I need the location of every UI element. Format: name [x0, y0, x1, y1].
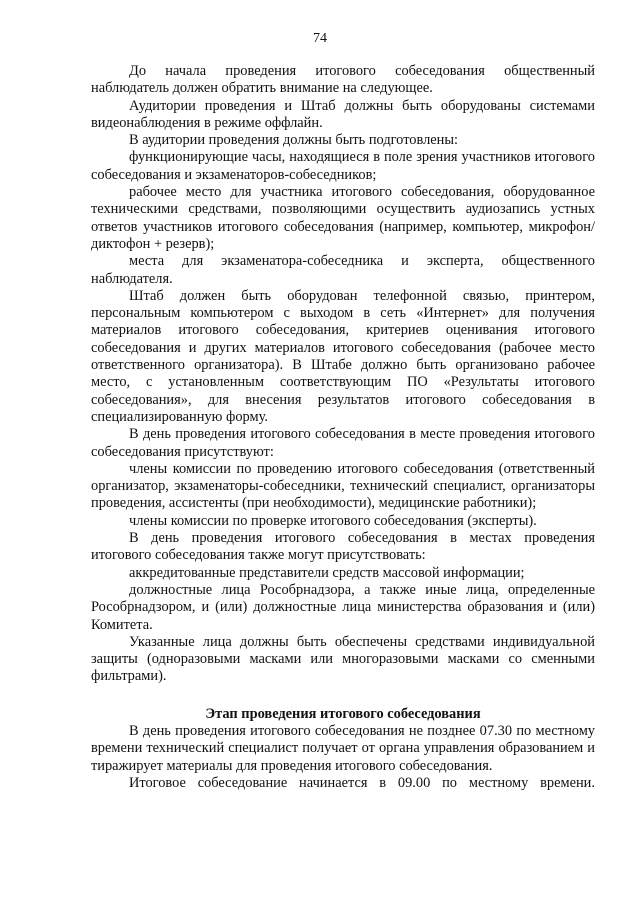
paragraph: В аудитории проведения должны быть подготовлены:	[129, 132, 459, 149]
page-number: 74	[313, 31, 327, 46]
paragraph: должностные лица Рособрнадзора, а также иные лица, определенные Рособрнадзором, и (или) должностные лица министерства образования и (или) Комитета.	[91, 581, 595, 633]
paragraph: функционирующие часы, находящиеся в поле зрения участников итогового собеседования и экзаменаторов-собеседников;	[91, 149, 595, 183]
paragraph: места для экзаменатора-собеседника и эксперта, общественного наблюдателя.	[91, 253, 595, 287]
paragraph: члены комиссии по проверке итогового собеседования (эксперты).	[129, 512, 537, 529]
paragraph: В день проведения итогового собеседования не позднее 07.30 по местному времени технический специалист получает от органа управления образованием и тиражирует материалы для проведения итогового собеседования.	[91, 722, 595, 774]
paragraph: Штаб должен быть оборудован телефонной связью, принтером, персональным компьютером с выходом в сеть «Интернет» для получения материалов итогового собеседования, критериев оценивания итогового собеседования и других материалов итогового собеседования (рабочее место ответственного организатора). В Штабе должно быть организовано рабочее место, с установленным соответствующим ПО «Результаты итогового собеседования», для внесения результатов итогового собеседования в специализированную форму.	[91, 287, 595, 425]
paragraph: Аудитории проведения и Штаб должны быть оборудованы системами видеонаблюдения в режиме оффлайн.	[91, 97, 595, 131]
paragraph: В день проведения итогового собеседования в местах проведения итогового собеседования также могут присутствовать:	[91, 530, 595, 564]
paragraph: В день проведения итогового собеседования в месте проведения итогового собеседования присутствуют:	[91, 426, 595, 460]
paragraph: Указанные лица должны быть обеспечены средствами индивидуальной защиты (одноразовыми масками или многоразовыми масками со сменными фильтрами).	[91, 633, 595, 685]
paragraph: Итоговое собеседование начинается в 09.00 по местному времени.	[129, 774, 595, 791]
paragraph: рабочее место для участника итогового собеседования, оборудованное техническими средствами, позволяющими осуществить аудиозапись устных ответов участников итогового собеседования (например, компьютер, микрофон/диктофон + резерв);	[91, 184, 595, 252]
paragraph: До начала проведения итогового собеседования общественный наблюдатель должен обратить внимание на следующее.	[91, 63, 595, 97]
paragraph: аккредитованные представители средств массовой информации;	[129, 564, 525, 581]
section-heading: Этап проведения итогового собеседования	[205, 705, 481, 722]
paragraph: члены комиссии по проведению итогового собеседования (ответственный организатор, экзаменаторы-собеседники, технический специалист, организаторы проведения, ассистенты (при необходимости), медицинские работники);	[91, 460, 595, 512]
document-body	[91, 63, 595, 792]
